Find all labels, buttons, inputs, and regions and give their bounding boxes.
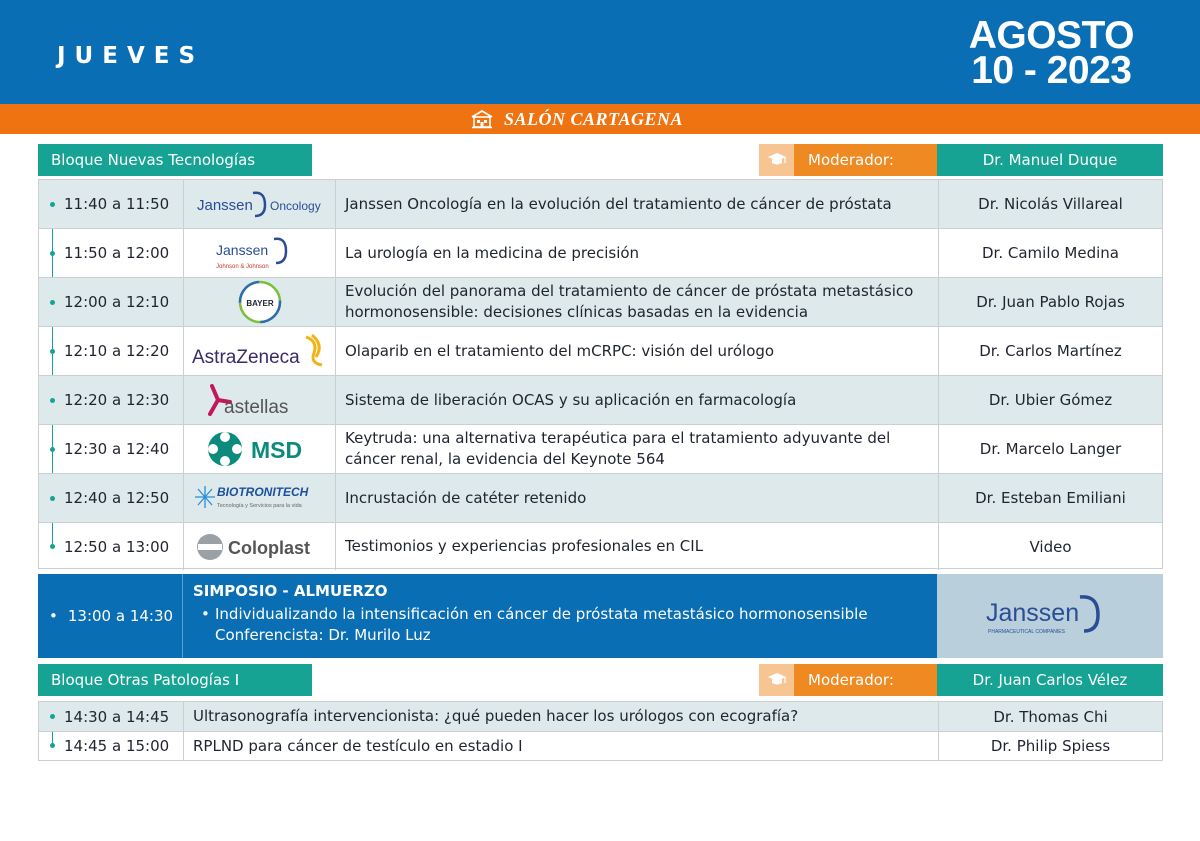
- symposium-body: [182, 574, 937, 658]
- session-row: [39, 732, 1162, 760]
- timeline-dot: [50, 202, 55, 207]
- session-row: [39, 702, 1162, 732]
- block2-moderator-label: Moderador:: [794, 664, 937, 696]
- timeline-dot: [50, 398, 55, 403]
- timeline-dot: [50, 544, 55, 549]
- session-speaker: Dr. Esteban Emiliani: [938, 474, 1162, 522]
- logo-text: Oncology: [269, 199, 321, 213]
- janssen-logo: [183, 229, 335, 277]
- logo-text: PHARMACEUTICAL COMPANIES: [988, 629, 1065, 635]
- block1-table: [38, 179, 1163, 569]
- janssen-sponsor-logo: [937, 574, 1163, 658]
- logo-text: Johnson & Johnson: [215, 264, 269, 270]
- session-time: 12:00 a 12:10: [39, 278, 183, 326]
- day-label: JUEVES: [57, 43, 205, 69]
- block2-table: [38, 701, 1163, 761]
- symposium-row: [38, 574, 1163, 658]
- logo-text: Janssen: [986, 599, 1080, 627]
- session-title: Janssen Oncología en la evolución del tratamiento de cáncer de próstata: [335, 180, 938, 228]
- session-speaker: Dr. Thomas Chi: [938, 702, 1162, 731]
- session-time: 12:50 a 13:00: [39, 523, 183, 570]
- symposium-title: SIMPOSIO - ALMUERZO: [193, 582, 388, 600]
- symposium-time: • 13:00 a 14:30: [49, 607, 174, 625]
- session-title: Incrustación de catéter retenido: [335, 474, 938, 522]
- session-speaker: Dr. Ubier Gómez: [938, 376, 1162, 424]
- session-time: 12:30 a 12:40: [39, 425, 183, 473]
- logo-text: BAYER: [245, 299, 274, 308]
- session-time: 14:30 a 14:45: [39, 702, 183, 731]
- timeline-dot: [50, 743, 55, 748]
- building-icon: [470, 109, 494, 129]
- timeline-dot: [50, 251, 55, 256]
- janssen-oncology-logo: [183, 180, 335, 228]
- session-speaker: Video: [938, 523, 1162, 570]
- session-speaker: Dr. Camilo Medina: [938, 229, 1162, 277]
- block2-moderator-name: Dr. Juan Carlos Vélez: [937, 664, 1163, 696]
- logo-text: AstraZeneca: [191, 347, 300, 368]
- block2-bar: [38, 664, 1163, 696]
- logo-text: Janssen: [196, 197, 253, 214]
- session-row: [39, 327, 1162, 376]
- block1-title: Bloque Nuevas Tecnologías: [38, 144, 312, 176]
- session-speaker: Dr. Marcelo Langer: [938, 425, 1162, 473]
- session-title: Sistema de liberación OCAS y su aplicación en farmacología: [335, 376, 938, 424]
- logo-text: Tecnología y Servicios para la vida: [216, 503, 302, 509]
- block2-title: Bloque Otras Patologías I: [38, 664, 312, 696]
- coloplast-logo: [183, 523, 335, 570]
- bullet-icon: •: [49, 607, 58, 625]
- session-row: [39, 278, 1162, 327]
- timeline-dot: [50, 714, 55, 719]
- session-title: Testimonios y experiencias profesionales en CIL: [335, 523, 938, 570]
- session-speaker: Dr. Philip Spiess: [938, 732, 1162, 760]
- logo-text: MSD: [250, 437, 302, 463]
- timeline-dot: [50, 300, 55, 305]
- graduation-cap-icon: [759, 144, 794, 176]
- session-time: 12:20 a 12:30: [39, 376, 183, 424]
- bayer-logo: [183, 278, 335, 326]
- session-row: [39, 376, 1162, 425]
- session-time: 11:40 a 11:50: [39, 180, 183, 228]
- block1-moderator-name: Dr. Manuel Duque: [937, 144, 1163, 176]
- session-title: RPLND para cáncer de testículo en estadio I: [183, 732, 938, 760]
- session-time: 12:10 a 12:20: [39, 327, 183, 375]
- astellas-logo: [183, 376, 335, 424]
- session-speaker: Dr. Carlos Martínez: [938, 327, 1162, 375]
- timeline-dot: [50, 496, 55, 501]
- logo-text: astellas: [223, 397, 288, 418]
- session-speaker: Dr. Nicolás Villareal: [938, 180, 1162, 228]
- session-speaker: Dr. Juan Pablo Rojas: [938, 278, 1162, 326]
- symposium-topic: • Individualizando la intensificación en cáncer de próstata metastásico hormonosensible: [201, 605, 868, 623]
- session-row: [39, 474, 1162, 523]
- page-header: [0, 0, 1200, 104]
- session-row: [39, 180, 1162, 229]
- session-time: 12:40 a 12:50: [39, 474, 183, 522]
- graduation-cap-icon: [759, 664, 794, 696]
- timeline-dot: [50, 447, 55, 452]
- block1-moderator-label: Moderador:: [794, 144, 937, 176]
- block1-bar: [38, 144, 1163, 176]
- symposium-lecturer: Conferencista: Dr. Murilo Luz: [215, 626, 431, 644]
- session-title: Evolución del panorama del tratamiento de cáncer de próstata metastásico hormonosensible: decisiones clínicas basadas en la evidencia: [335, 278, 938, 326]
- session-title: Keytruda: una alternativa terapéutica para el tratamiento adyuvante del cáncer renal, la evidencia del Keynote 564: [335, 425, 938, 473]
- venue: [470, 106, 683, 132]
- session-title: La urología en la medicina de precisión: [335, 229, 938, 277]
- date-label: 10 - 2023: [971, 49, 1132, 92]
- session-row: [39, 229, 1162, 278]
- session-time: 11:50 a 12:00: [39, 229, 183, 277]
- session-row: [39, 425, 1162, 474]
- date-block: [968, 14, 1134, 92]
- session-row: [39, 523, 1162, 570]
- logo-text: Coloplast: [227, 537, 310, 558]
- astrazeneca-logo: [183, 327, 335, 375]
- biotronitech-logo: [183, 474, 335, 522]
- venue-name: SALÓN CARTAGENA: [504, 108, 684, 129]
- bullet-icon: •: [201, 605, 210, 623]
- msd-logo: [183, 425, 335, 473]
- session-title: Ultrasonografía intervencionista: ¿qué pueden hacer los urólogos con ecografía?: [183, 702, 938, 731]
- session-time: 14:45 a 15:00: [39, 732, 183, 760]
- month-label: AGOSTO: [968, 14, 1134, 57]
- logo-text: BIOTRONITECH: [216, 485, 308, 499]
- session-title: Olaparib en el tratamiento del mCRPC: visión del urólogo: [335, 327, 938, 375]
- logo-text: Janssen: [215, 242, 268, 258]
- timeline-dot: [50, 349, 55, 354]
